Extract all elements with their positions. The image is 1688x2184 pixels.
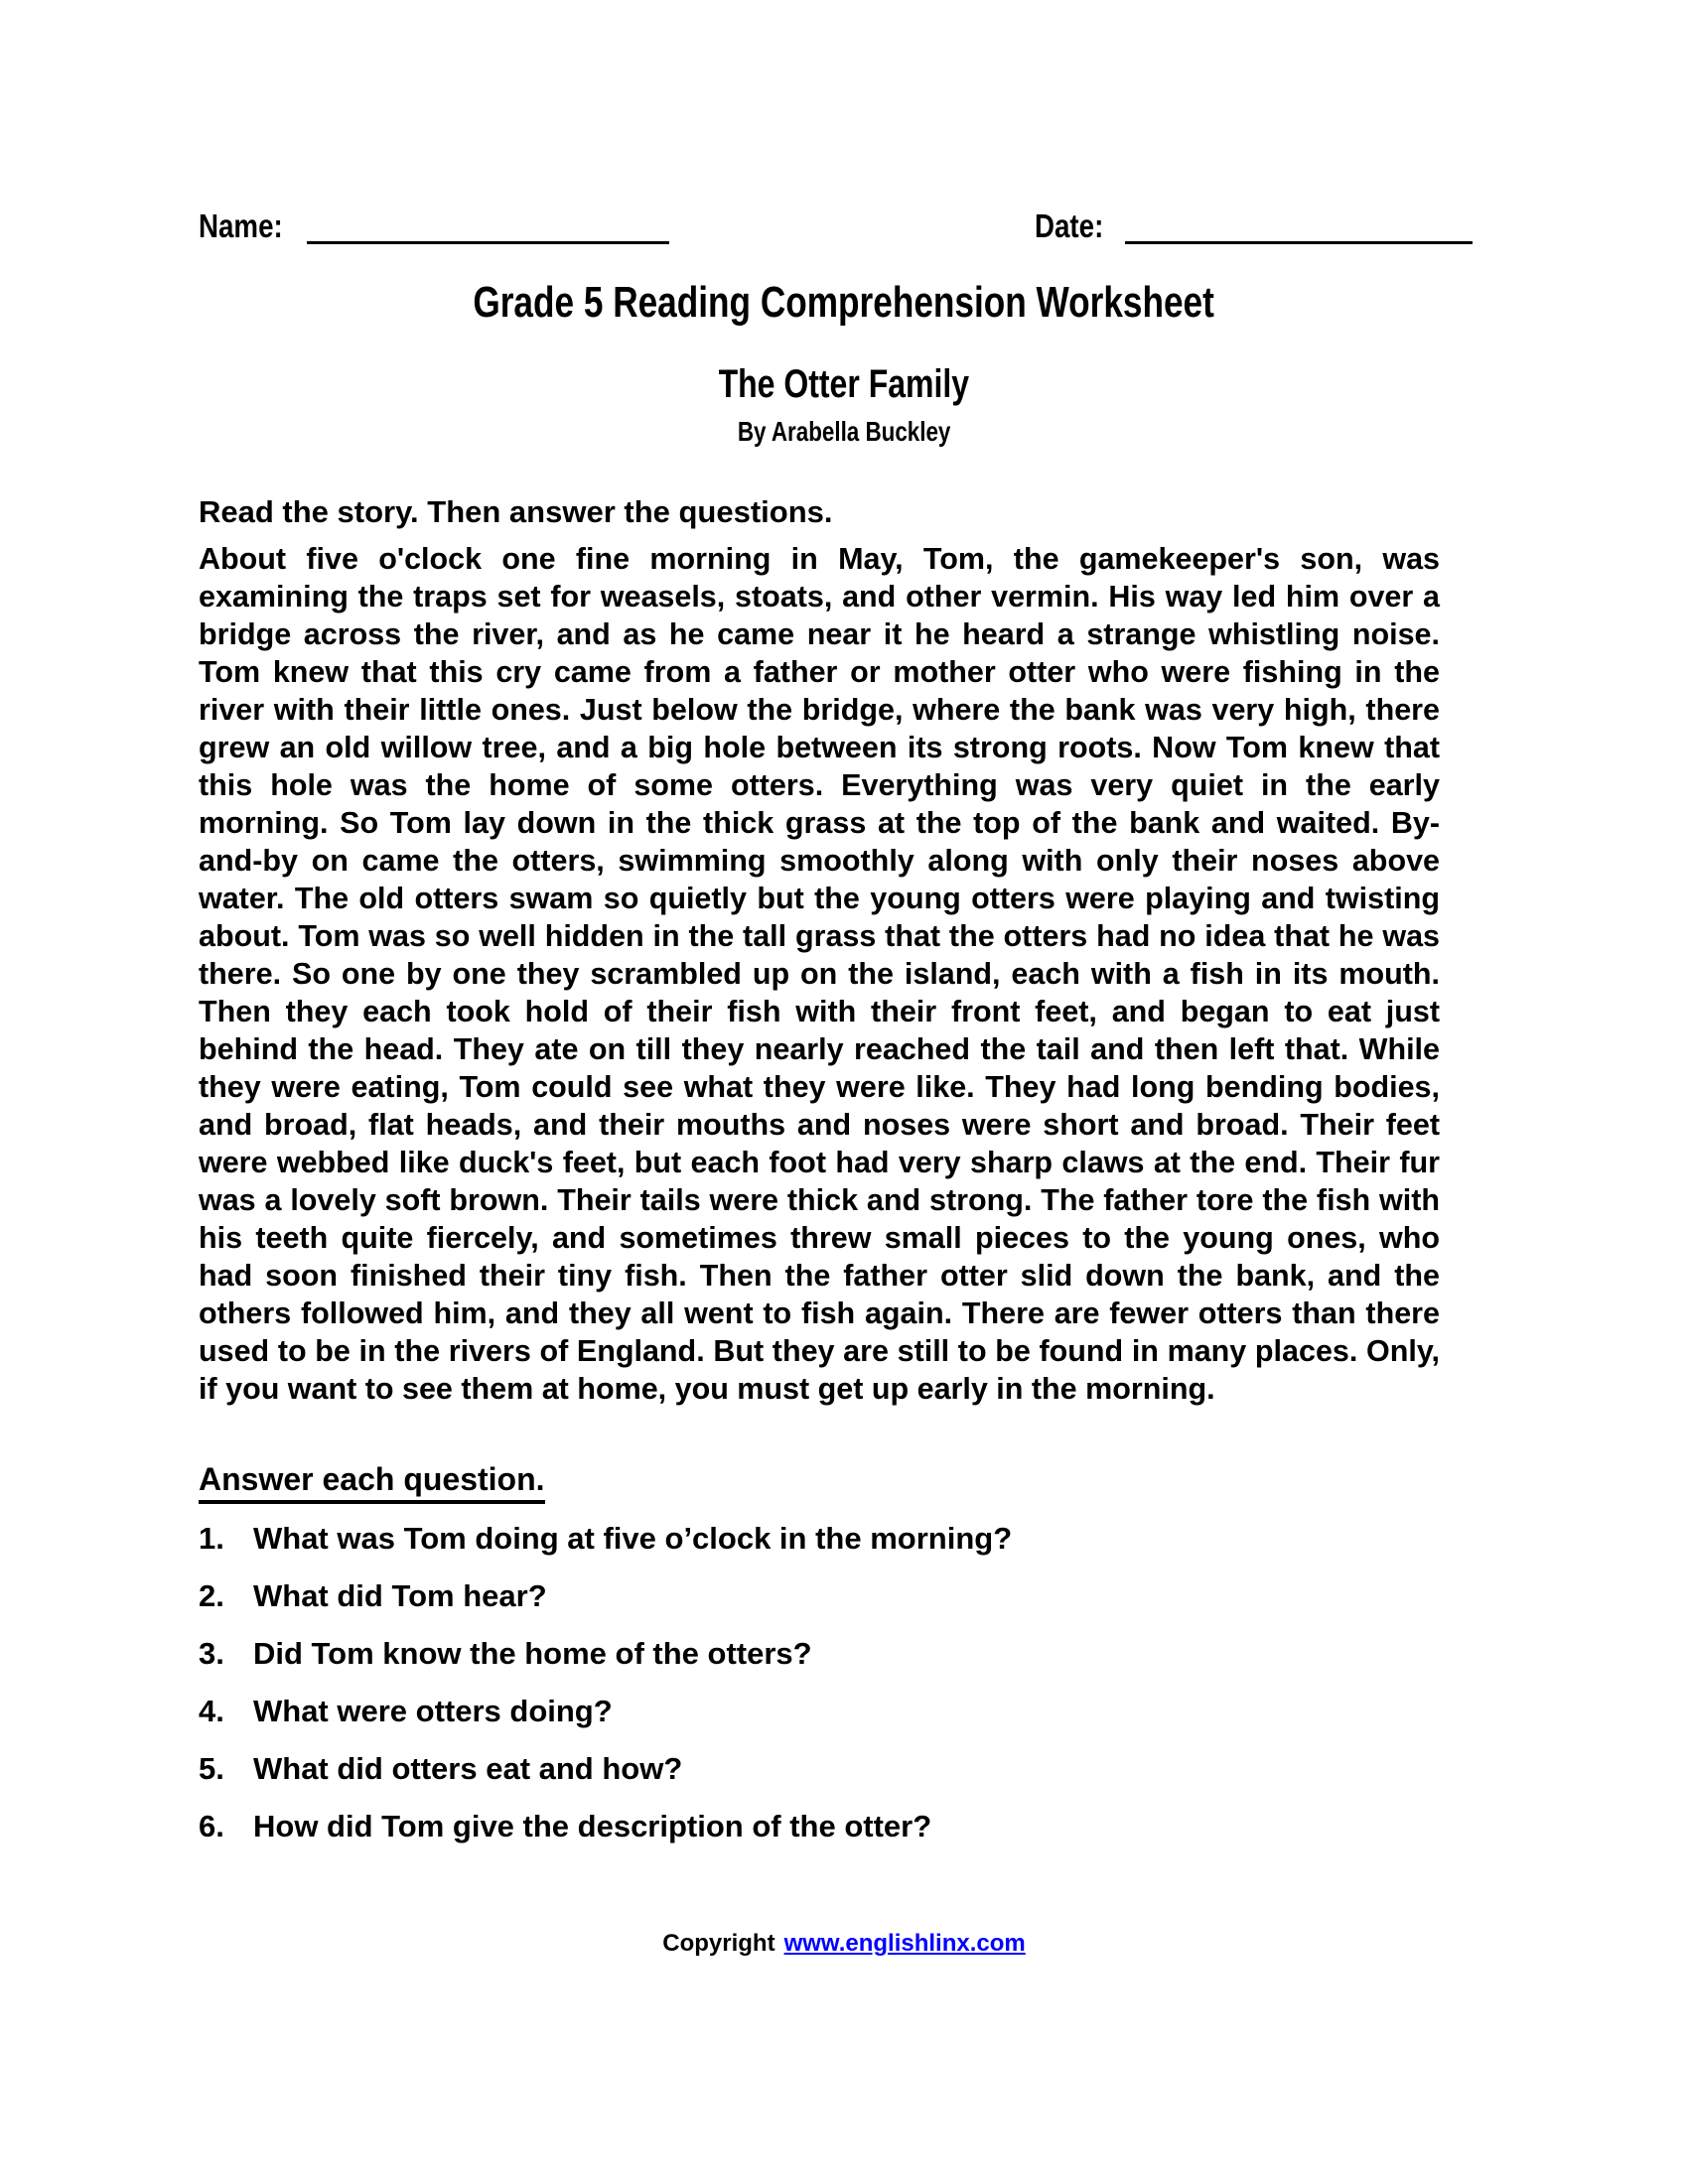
question-number: 2. (199, 1578, 224, 1613)
question-text: What was Tom doing at five o’clock in the morning? (253, 1521, 1013, 1556)
question-item-4 (199, 1695, 1440, 1727)
date-field (1035, 204, 1473, 246)
question-number: 6. (199, 1809, 224, 1843)
question-text: What did otters eat and how? (253, 1751, 683, 1786)
story-byline: By Arabella Buckley (737, 416, 951, 447)
date-blank-line (1125, 210, 1473, 244)
question-item-3 (199, 1637, 1440, 1670)
header-fields (199, 204, 1489, 263)
story-byline-row (0, 418, 1688, 446)
question-number: 5. (199, 1751, 224, 1786)
worksheet-body (199, 493, 1440, 1867)
name-field (199, 204, 669, 246)
question-item-2 (199, 1579, 1440, 1612)
question-item-1 (199, 1522, 1440, 1555)
story-title: The Otter Family (718, 362, 970, 406)
question-text: What did Tom hear? (253, 1578, 547, 1613)
worksheet-title-row (0, 278, 1688, 327)
copyright-label: Copyright (662, 1930, 775, 1957)
story-instructions: Read the story. Then answer the questions. (199, 494, 833, 529)
worksheet-title: Grade 5 Reading Comprehension Worksheet (473, 278, 1215, 327)
name-label: Name: (199, 207, 283, 244)
story-paragraph: About five o'clock one fine morning in May, Tom, the gamekeeper's son, was examining the traps set for weasels, stoats, and other vermin. His way led him over a bridge across the river, and as he came near it he heard a strange whistling noise. Tom knew that this cry came from a father or mother otter who were fishing in the river with their little ones. Just below the bridge, where the bank was very high, there grew an old willow tree, and a big hole between its strong roots. Now Tom knew that this hole was the home of some otters. Everything was very quiet in the early morning. So Tom lay down in the thick grass at the top of the bank and waited. By-and-by on came the otters, swimming smoothly along with only their noses above water. The old otters swam so quietly but the young otters were playing and twisting about. Tom was so well hidden in the tall grass that the otters had no idea that he was there. So one by one they scrambled up on the island, each with a fish in its mouth. Then they each took hold of their fish with their front feet, and began to eat just behind the head. They ate on till they nearly reached the tail and then left that. While they were eating, Tom could see what they were like. They had long bending bodies, and broad, flat heads, and their mouths and noses were short and broad. Their feet were webbed like duck's feet, but each foot had very sharp claws at the end. Their fur was a lovely soft brown. Their tails were thick and strong. The father tore the fish with his teeth quite fiercely, and sometimes threw small pieces to the young ones, who had soon finished their tiny fish. Then the father otter slid down the bank, and the others followed him, and they all went to fish again. There are fewer otters than there used to be in the rivers of England. But they are still to be found in many places. Only, if you want to see them at home, you must get up early in the morning. (199, 542, 1440, 1406)
question-list (199, 1522, 1440, 1843)
question-text: What were otters doing? (253, 1694, 613, 1728)
answer-heading: Answer each question. (199, 1461, 545, 1504)
question-item-5 (199, 1752, 1440, 1785)
footer (0, 1929, 1688, 1959)
question-item-6 (199, 1810, 1440, 1843)
question-number: 3. (199, 1636, 224, 1671)
copyright-link[interactable]: www.englishlinx.com (783, 1930, 1026, 1957)
question-text: Did Tom know the home of the otters? (253, 1636, 812, 1671)
story-title-row (0, 364, 1688, 404)
question-number: 4. (199, 1694, 224, 1728)
name-blank-line (307, 210, 669, 244)
title-block (0, 278, 1688, 447)
question-text: How did Tom give the description of the otter? (253, 1809, 932, 1843)
date-label: Date: (1035, 207, 1104, 244)
answer-heading-row (199, 1460, 1440, 1498)
question-number: 1. (199, 1521, 224, 1556)
